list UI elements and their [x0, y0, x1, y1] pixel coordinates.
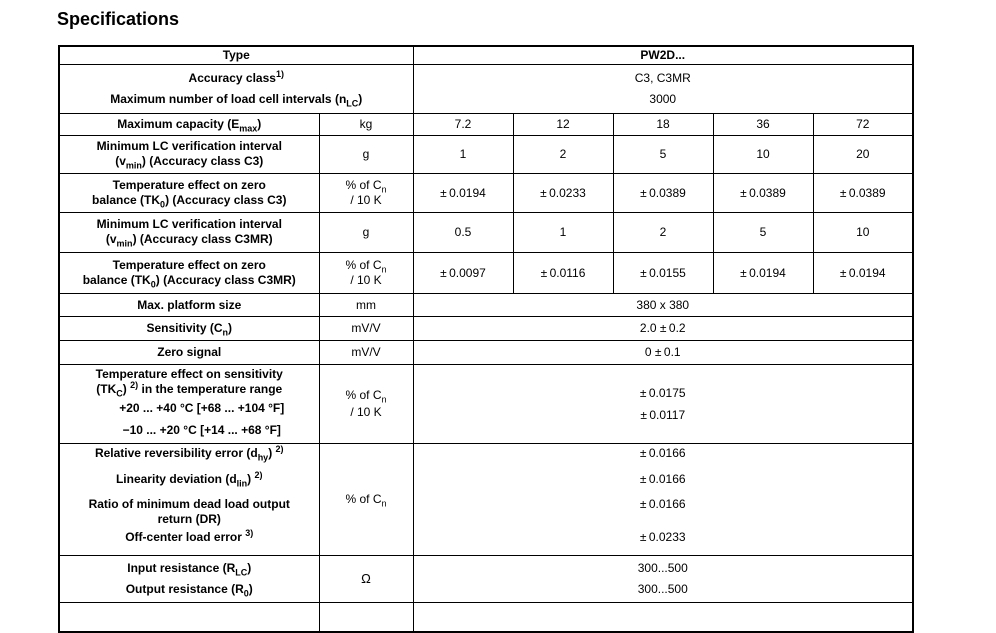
value-linearity-deviation: ± 0.0166: [639, 472, 686, 486]
specifications-table: [58, 45, 914, 633]
unit-vmin-c3: g: [319, 135, 413, 173]
value-vmin-c3mr-2: 1: [513, 212, 613, 252]
value-tk-sensitivity-range1: ± 0.0175: [639, 385, 686, 400]
error-block-value-cell: [413, 443, 913, 555]
row-type: [59, 46, 913, 64]
value-max-capacity-3: 18: [613, 113, 713, 135]
value-tk0-c3mr-4: ± 0.0194: [713, 252, 813, 293]
value-sensitivity: 2.0 ± 0.2: [413, 316, 913, 340]
row-max-capacity: [59, 113, 913, 135]
unit-tk0-c3: [319, 173, 413, 212]
vmin-c3mr-label-cell: [59, 212, 319, 252]
value-type: PW2D...: [413, 46, 913, 64]
value-vmin-c3mr-1: 0.5: [413, 212, 513, 252]
row-error-block: [59, 443, 913, 555]
row-vmin-c3mr: [59, 212, 913, 252]
value-vmin-c3mr-5: 10: [813, 212, 913, 252]
row-accuracy-intervals: [59, 64, 913, 113]
label-off-center-load-error: Off-center load error $^{3)}$: [125, 528, 254, 544]
value-dead-load-output-return: ± 0.0166: [639, 497, 686, 511]
partial-label-cell: [59, 602, 319, 632]
label-dead-load-line1: Ratio of minimum dead load output: [88, 497, 290, 511]
label-tk0-c3-line2: balance $(TK_0)$ (Accuracy class C3): [92, 192, 287, 209]
unit-max-capacity: kg: [319, 113, 413, 135]
value-platform-size: 380 x 380: [413, 293, 913, 316]
label-type: Type: [59, 46, 413, 64]
label-vmin-c3mr-line1: Minimum LC verification interval: [96, 217, 282, 231]
value-off-center-load-error: ± 0.0233: [639, 530, 686, 544]
value-tk0-c3-3: ± 0.0389: [613, 173, 713, 212]
value-output-resistance: 300...500: [637, 581, 688, 596]
unit-tk-sensitivity: [319, 364, 413, 443]
row-partial-clipped: [59, 602, 913, 632]
value-max-capacity-5: 72: [813, 113, 913, 135]
partial-value-cell: [413, 602, 913, 632]
value-vmin-c3mr-4: 5: [713, 212, 813, 252]
value-max-capacity-1: 7.2: [413, 113, 513, 135]
resistance-value-cell: [413, 555, 913, 602]
unit-tk-sensitivity-line1: % of $C_n$: [345, 387, 387, 404]
value-vmin-c3-4: 10: [713, 135, 813, 173]
partial-unit-cell: [319, 602, 413, 632]
accuracy-intervals-value-cell: [413, 64, 913, 113]
label-vmin-c3mr-line2: $(v_{min})$ (Accuracy class C3MR): [105, 232, 273, 249]
value-tk0-c3mr-5: ± 0.0194: [813, 252, 913, 293]
tk-sensitivity-value-cell: [413, 364, 913, 443]
row-tk-sensitivity: [59, 364, 913, 443]
row-sensitivity: [59, 316, 913, 340]
label-platform-size: Max. platform size: [59, 293, 319, 316]
accuracy-intervals-label-cell: [59, 64, 413, 113]
label-tk-sensitivity-line2: $(TK_C)$ $^{2)}$ in the temperature range: [96, 379, 283, 398]
tk-sensitivity-label-cell: [59, 364, 319, 443]
label-input-resistance: Input resistance $(R_{LC})$: [127, 560, 252, 577]
label-accuracy-class: Accuracy class$^{1)}$: [188, 68, 284, 85]
row-platform-size: [59, 293, 913, 316]
value-vmin-c3-3: 5: [613, 135, 713, 173]
unit-tk0-c3mr: [319, 252, 413, 293]
value-reversibility-error: ± 0.0166: [639, 446, 686, 460]
unit-resistance: Ω: [319, 555, 413, 602]
vmin-c3-label-cell: [59, 135, 319, 173]
unit-tk0-c3mr-line2: / 10 K: [350, 272, 382, 287]
value-tk0-c3mr-3: ± 0.0155: [613, 252, 713, 293]
value-tk-sensitivity-range2: ± 0.0117: [640, 407, 686, 422]
unit-vmin-c3mr: g: [319, 212, 413, 252]
unit-tk0-c3-line2: / 10 K: [350, 192, 382, 207]
row-zero-signal: [59, 340, 913, 364]
value-vmin-c3-1: 1: [413, 135, 513, 173]
value-load-cell-intervals: 3000: [649, 91, 677, 106]
value-input-resistance: 300...500: [637, 560, 688, 575]
error-block-label-cell: [59, 443, 319, 555]
label-zero-signal: Zero signal: [59, 340, 319, 364]
label-reversibility-error: Relative reversibility error $(d_{hy})$ $^{2)}$: [94, 444, 284, 463]
label-linearity-deviation: Linearity deviation $(d_{lin})$ $^{2)}$: [115, 470, 263, 489]
value-tk0-c3-2: ± 0.0233: [513, 173, 613, 212]
value-tk0-c3-5: ± 0.0389: [813, 173, 913, 212]
label-sensitivity: Sensitivity $(C_n)$: [59, 316, 319, 340]
value-tk0-c3-4: ± 0.0389: [713, 173, 813, 212]
tk0-c3mr-label-cell: [59, 252, 319, 293]
value-vmin-c3mr-3: 2: [613, 212, 713, 252]
tk0-c3-label-cell: [59, 173, 319, 212]
label-vmin-c3-line2: $(v_{min})$ (Accuracy class C3): [115, 154, 264, 171]
label-tk0-c3-line1: Temperature effect on zero: [112, 177, 266, 192]
unit-platform-size: mm: [319, 293, 413, 316]
label-temp-range-1: +20 ... +40 °C [+68 ... +104 °F]: [119, 400, 285, 415]
unit-tk0-c3mr-line1: % of $C_n$: [345, 257, 387, 274]
label-load-cell-intervals: Maximum number of load cell intervals $(n_{LC})$: [110, 91, 363, 108]
label-dead-load-output-return: [60, 497, 319, 530]
label-temp-range-2: −10 ... +20 °C [+14 ... +68 °F]: [122, 422, 281, 437]
value-tk0-c3-1: ± 0.0194: [413, 173, 513, 212]
label-max-capacity: Maximum capacity $(E_{max})$: [59, 113, 319, 135]
label-tk0-c3mr-line1: Temperature effect on zero: [112, 257, 266, 272]
label-vmin-c3-line1: Minimum LC verification interval: [96, 139, 282, 153]
unit-tk-sensitivity-line2: / 10 K: [350, 404, 382, 419]
value-zero-signal: 0 ± 0.1: [413, 340, 913, 364]
unit-sensitivity: mV/V: [319, 316, 413, 340]
row-tk0-c3mr: [59, 252, 913, 293]
label-dead-load-line2: return (DR): [157, 512, 221, 526]
row-tk0-c3: [59, 173, 913, 212]
value-vmin-c3-2: 2: [513, 135, 613, 173]
value-max-capacity-4: 36: [713, 113, 813, 135]
row-resistance: [59, 555, 913, 602]
resistance-label-cell: [59, 555, 319, 602]
page-title: Specifications: [57, 9, 180, 29]
label-tk-sensitivity-line1: Temperature effect on sensitivity: [95, 366, 283, 381]
label-tk0-c3mr-line2: balance $(TK_0)$ (Accuracy class C3MR): [82, 272, 296, 289]
value-tk0-c3mr-2: ± 0.0116: [513, 252, 613, 293]
label-output-resistance: Output resistance $(R_0)$: [125, 581, 253, 598]
unit-error-block: % of $C_n$: [319, 443, 413, 555]
value-vmin-c3-5: 20: [813, 135, 913, 173]
unit-zero-signal: mV/V: [319, 340, 413, 364]
value-max-capacity-2: 12: [513, 113, 613, 135]
row-vmin-c3: [59, 135, 913, 173]
unit-tk0-c3-line1: % of $C_n$: [345, 177, 387, 194]
value-tk0-c3mr-1: ± 0.0097: [413, 252, 513, 293]
value-accuracy-class: C3, C3MR: [634, 70, 691, 85]
